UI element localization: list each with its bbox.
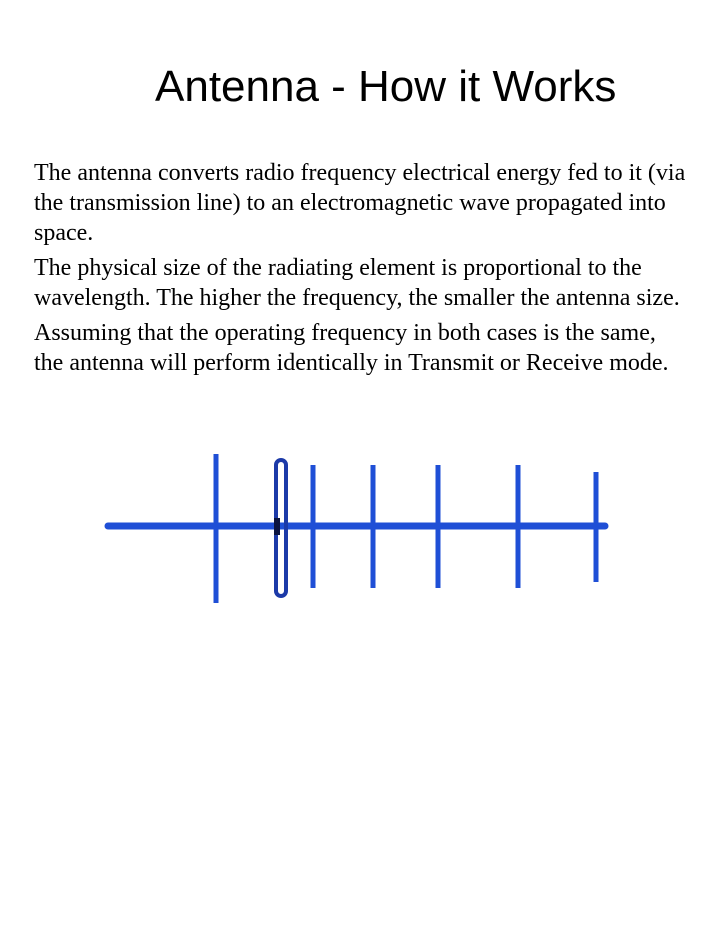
paragraph-antenna-conversion xyxy=(34,158,728,248)
text-line: the transmission line) to an electromagnetic wave propagated into xyxy=(34,190,666,216)
text-line: The antenna converts radio frequency electrical energy fed to it (via xyxy=(34,160,686,186)
yagi-antenna-diagram xyxy=(0,440,728,620)
paragraph-element-size xyxy=(34,253,728,313)
slide-title: Antenna - How it Works xyxy=(155,62,617,111)
text-line: the antenna will perform identically in Transmit or Receive mode. xyxy=(34,350,669,376)
text-line: space. xyxy=(34,220,94,246)
feed-point xyxy=(274,518,280,535)
slide-body xyxy=(34,158,728,383)
paragraph-reciprocity xyxy=(34,318,728,378)
text-line: The physical size of the radiating element is proportional to the xyxy=(34,255,642,281)
text-line: Assuming that the operating frequency in both cases is the same, xyxy=(34,320,656,346)
text-line: wavelength. The higher the frequency, the smaller the antenna size. xyxy=(34,285,680,311)
